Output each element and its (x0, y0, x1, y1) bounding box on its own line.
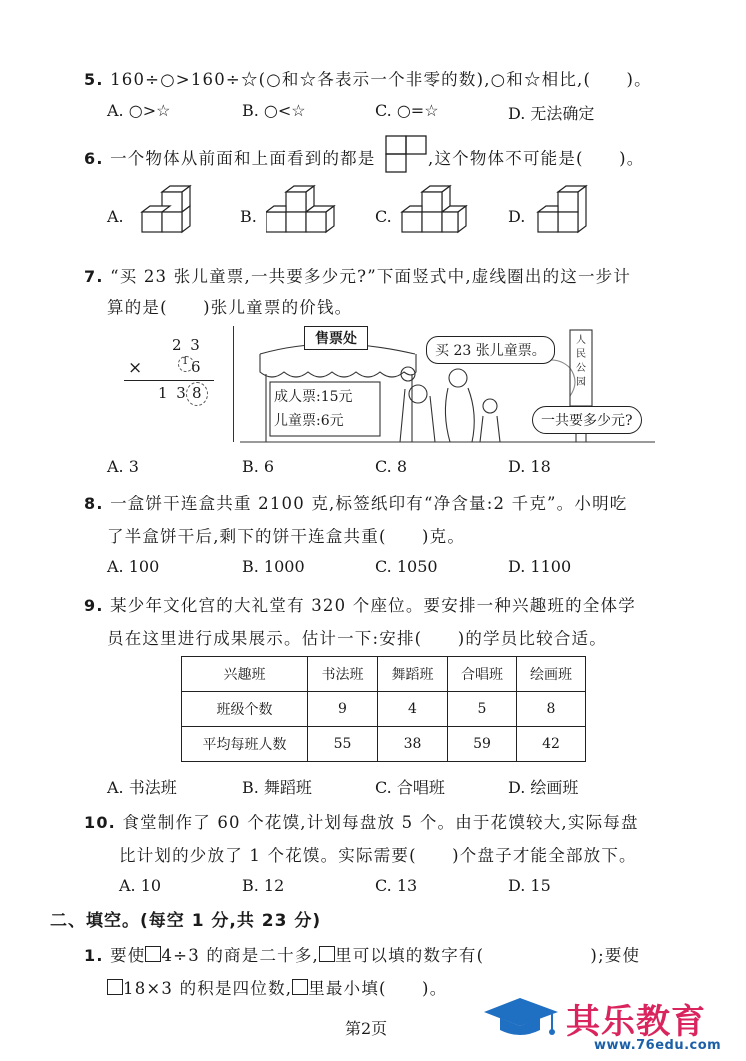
section-title: 二、填空。(每空 1 分,共 23 分) (50, 911, 322, 931)
q9-number: 9. (84, 596, 104, 615)
q6-option-a[interactable]: A. (107, 207, 124, 226)
table-cell: 4 (378, 692, 448, 727)
speech-bubble-total: 一共要多少元? (532, 406, 642, 434)
answer-box[interactable] (319, 946, 335, 962)
q7-vertical-calculation (116, 330, 226, 442)
q9-stem (84, 592, 636, 616)
q10-option-a[interactable]: A. 10 (119, 876, 162, 895)
answer-box[interactable] (145, 946, 161, 962)
q7-divider (233, 326, 234, 442)
q7-option-c[interactable]: C. 8 (375, 457, 408, 476)
q7-option-a[interactable]: A. 3 (107, 457, 139, 476)
calc-dashed-circle (186, 382, 208, 406)
calc-times: × (128, 358, 143, 378)
table-header: 兴趣班 (182, 657, 308, 692)
q8-option-c[interactable]: C. 1050 (375, 557, 438, 576)
park-sign-char-3: 公 (576, 363, 586, 374)
watermark-name: 其乐教育 (566, 1002, 706, 1042)
q6-stem (84, 145, 376, 169)
q5-option-a[interactable]: A. ○>☆ (107, 101, 171, 120)
q10-number: 10. (84, 813, 116, 832)
q8-line1: 一盒饼干连盒共重 2100 克,标签纸印有“净含量:2 千克”。小明吃 (110, 494, 628, 513)
q7-option-b[interactable]: B. 6 (242, 457, 275, 476)
q6-number: 6. (84, 149, 104, 168)
q6-figure-b (266, 184, 342, 246)
q8-option-b[interactable]: B. 1000 (242, 557, 305, 576)
q9-line2: 员在这里进行成果展示。估计一下:安排( )的学员比较合适。 (107, 629, 607, 648)
calc-line (124, 380, 214, 381)
calc-result-a: 1 3 (158, 384, 188, 402)
table-cell: 班级个数 (182, 692, 308, 727)
fill1-line2 (107, 975, 447, 999)
q5-option-b[interactable]: B. ○<☆ (242, 101, 306, 120)
q8-option-d[interactable]: D. 1100 (508, 557, 572, 576)
table-cell: 38 (378, 727, 448, 762)
table-cell: 5 (448, 692, 517, 727)
q9-line1: 某少年文化宫的大礼堂有 320 个座位。要安排一种兴趣班的全体学 (110, 596, 636, 615)
q6-figure-d (534, 184, 610, 246)
graduation-cap-icon (480, 994, 562, 1040)
q5-option-c[interactable]: C. ○=☆ (375, 101, 439, 120)
table-header: 绘画班 (517, 657, 586, 692)
calc-mult: 6 (191, 358, 201, 376)
fill1-l1-post: 里可以填的数字有( );要使 (335, 946, 641, 965)
adult-price: 成人票:15元 (274, 389, 353, 405)
table-row (182, 727, 586, 762)
q10-stem (84, 809, 639, 833)
q9-table (181, 656, 586, 762)
q5-stem (84, 66, 652, 90)
answer-box[interactable] (292, 979, 308, 995)
page-number: 第2页 (345, 1019, 388, 1038)
child-price: 儿童票:6元 (274, 413, 344, 429)
q6-text-before: 一个物体从前面和上面看到的都是 (110, 149, 376, 168)
q6-option-d[interactable]: D. (508, 207, 526, 226)
q6-figure-a (132, 184, 208, 246)
q9-option-d[interactable]: D. 绘画班 (508, 778, 579, 797)
calc-result-b: 8 (192, 384, 202, 402)
q10-line1: 食堂制作了 60 个花馍,计划每盘放 5 个。由于花馍较大,实际每盘 (122, 813, 639, 832)
table-header: 书法班 (308, 657, 378, 692)
q6-view-figure (384, 134, 428, 174)
table-cell: 59 (448, 727, 517, 762)
fill1-l2-mid: 18×3 的积是四位数, (123, 979, 293, 998)
q7-number: 7. (84, 267, 104, 286)
q10-option-d[interactable]: D. 15 (508, 876, 551, 895)
answer-box[interactable] (107, 979, 123, 995)
fill1-l1-mid: 4÷3 的商是二十多, (161, 946, 319, 965)
park-sign-char-1: 人 (576, 335, 586, 346)
table-header-row (182, 657, 586, 692)
q6-option-b[interactable]: B. (240, 207, 257, 226)
q6-option-c[interactable]: C. (375, 207, 392, 226)
q5-text: 160÷○>160÷☆(○和☆各表示一个非零的数),○和☆相比,( )。 (110, 70, 652, 89)
q8-line2: 了半盒饼干后,剩下的饼干连盒共重( )克。 (107, 527, 466, 546)
park-sign-char-4: 园 (576, 377, 586, 388)
table-cell: 8 (517, 692, 586, 727)
watermark-url: www.76edu.com (594, 1038, 722, 1053)
q10-line2: 比计划的少放了 1 个花馍。实际需要( )个盘子才能全部放下。 (119, 846, 637, 865)
table-row (182, 692, 586, 727)
table-cell: 55 (308, 727, 378, 762)
q7-option-d[interactable]: D. 18 (508, 457, 551, 476)
fill1-l2-post: 里最小填( )。 (308, 979, 448, 998)
table-cell: 9 (308, 692, 378, 727)
park-sign (575, 334, 587, 390)
calc-carry: 1 (182, 356, 189, 367)
q9-option-a[interactable]: A. 书法班 (107, 778, 177, 797)
q8-stem (84, 490, 627, 514)
q5-option-d[interactable]: D. 无法确定 (508, 104, 595, 123)
table-header: 合唱班 (448, 657, 517, 692)
q7-stem (84, 263, 631, 287)
q7-line1: “买 23 张儿童票,一共要多少元?”下面竖式中,虚线圈出的这一步计 (110, 267, 632, 286)
q6-text-after: ,这个物体不可能是( )。 (428, 149, 645, 168)
calc-top: 2 3 (172, 336, 202, 354)
q9-option-b[interactable]: B. 舞蹈班 (242, 778, 312, 797)
q8-number: 8. (84, 494, 104, 513)
q7-ticket-scene (240, 324, 655, 444)
table-cell: 42 (517, 727, 586, 762)
q8-option-a[interactable]: A. 100 (107, 557, 160, 576)
fill1-l1-pre: 要使 (110, 946, 146, 965)
fill1-line1 (84, 942, 640, 966)
booth-title: 售票处 (304, 326, 368, 350)
park-sign-char-2: 民 (576, 349, 586, 360)
fill1-number: 1. (84, 946, 104, 965)
q10-option-b[interactable]: B. 12 (242, 876, 285, 895)
table-header: 舞蹈班 (378, 657, 448, 692)
q7-line2: 算的是( )张儿童票的价钱。 (107, 298, 353, 317)
q6-figure-c (400, 184, 476, 246)
q5-number: 5. (84, 70, 104, 89)
speech-bubble-buy: 买 23 张儿童票。 (426, 336, 555, 364)
q10-option-c[interactable]: C. 13 (375, 876, 418, 895)
q9-option-c[interactable]: C. 合唱班 (375, 778, 445, 797)
table-cell: 平均每班人数 (182, 727, 308, 762)
